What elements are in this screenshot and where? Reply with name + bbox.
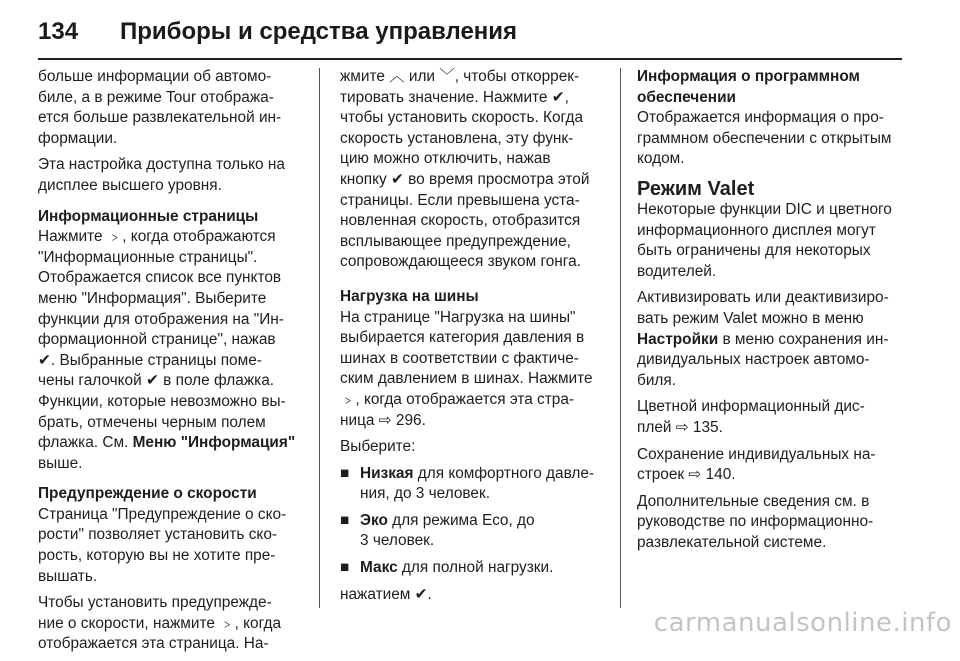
section-heading-software: Информация о программном обеспечении (637, 68, 860, 106)
paragraph: Дополнительные сведения см. в руководстве по информационно- развлекательной системе. (637, 492, 874, 551)
bullet-icon: ■ (340, 511, 350, 529)
section-heading-tire-load: Нагрузка на шины (340, 287, 479, 305)
paragraph: Выберите: (340, 438, 416, 456)
paragraph (38, 227, 310, 474)
paragraph: На странице "Нагрузка на шины" выбирается категория давления в шинах в соответствии с фактиче- ским давлением в шинах. Нажмите ﹥, когда отображается эта стра- ница ⇨ 296. (340, 308, 593, 429)
paragraph-text: Нажмите ﹥, когда отображаются "Информационные страницы". Отображается список все пунктов меню "Информация". Выберите функции для отображения на "Ин- формационной странице", нажав ✔. Выбранные страницы поме- чены галочкой ✔ в поле флажка. Функции, которые невозможно вы- брать, отмечены черным полем флажка. См. (38, 228, 286, 452)
paragraph: Отображается информация о про- граммном обеспечении с открытым кодом. (637, 109, 892, 168)
paragraph: Страница "Предупреждение о ско- рости" позволяет установить ско- рость, которую вы не хотите пре- вышать. (38, 505, 287, 585)
header-rule (38, 58, 902, 60)
list-item (340, 511, 612, 552)
section-heading-info-pages: Информационные страницы (38, 207, 259, 225)
bullet-icon: ■ (340, 559, 350, 577)
option-desc: для полной нагрузки. (397, 559, 554, 577)
paragraph: нажатием ✔. (340, 585, 432, 603)
menu-reference: Настройки (637, 330, 719, 348)
paragraph: Некоторые функции DIC и цветного информационного дисплея могут быть ограничены для некоторых водителей. (637, 200, 892, 280)
option-name: Эко (360, 511, 388, 529)
option-name: Низкая (360, 464, 414, 482)
option-desc: для комфортного давле- ния, до 3 человек. (360, 464, 595, 503)
section-heading-valet: Режим Valet (637, 177, 755, 200)
column-divider-1 (319, 68, 320, 608)
option-name: Макс (360, 559, 398, 577)
option-list (340, 464, 612, 579)
paragraph-text: в меню сохранения ин- дивидуальных настроек автомо- биля. (637, 330, 889, 389)
menu-reference: Меню "Информация" (132, 434, 296, 452)
column-3 (637, 67, 907, 559)
column-2 (340, 67, 612, 611)
bullet-icon: ■ (340, 464, 350, 482)
column-divider-2 (620, 68, 621, 608)
paragraph (637, 288, 907, 391)
section-heading-speed-warning: Предупреждение о скорости (38, 485, 257, 503)
paragraph: жмите ︿ или ﹀, чтобы откоррек- тировать значение. Нажмите ✔, чтобы установить скорость. Когда скорость установлена, эту функ- цию можно отключить, нажав кнопку ✔ во время просмотра этой страницы. Если превышена уста- новленная скорость, отобразится всплывающее предупреждение, сопровождающееся звуком гонга. (340, 68, 590, 271)
paragraph: больше информации об автомо- биле, а в режиме Tour отобража- ется больше развлекательной ин- формации. (38, 68, 282, 147)
page-title: Приборы и средства управления (120, 18, 518, 45)
column-1 (38, 67, 310, 661)
paragraph-text: Активизировать или деактивизиро- вать режим Valet можно в меню (637, 289, 889, 327)
cross-reference: Сохранение индивидуальных на- строек ⇨ 140. (637, 445, 876, 484)
option-desc: для режима Eco, до 3 человек. (360, 511, 535, 550)
page-number: 134 (38, 18, 79, 45)
list-item (340, 558, 612, 579)
paragraph: Эта настройка доступна только на дисплее высшего уровня. (38, 156, 285, 194)
page-header (38, 12, 517, 52)
paragraph-text: выше. (38, 454, 83, 472)
watermark: carmanualsonline.info (653, 608, 952, 638)
list-item (340, 464, 612, 505)
paragraph: Чтобы установить предупрежде- ние о скорости, нажмите ﹥, когда отображается эта страница. На- (38, 594, 282, 653)
cross-reference: Цветной информационный дис- плей ⇨ 135. (637, 398, 865, 436)
